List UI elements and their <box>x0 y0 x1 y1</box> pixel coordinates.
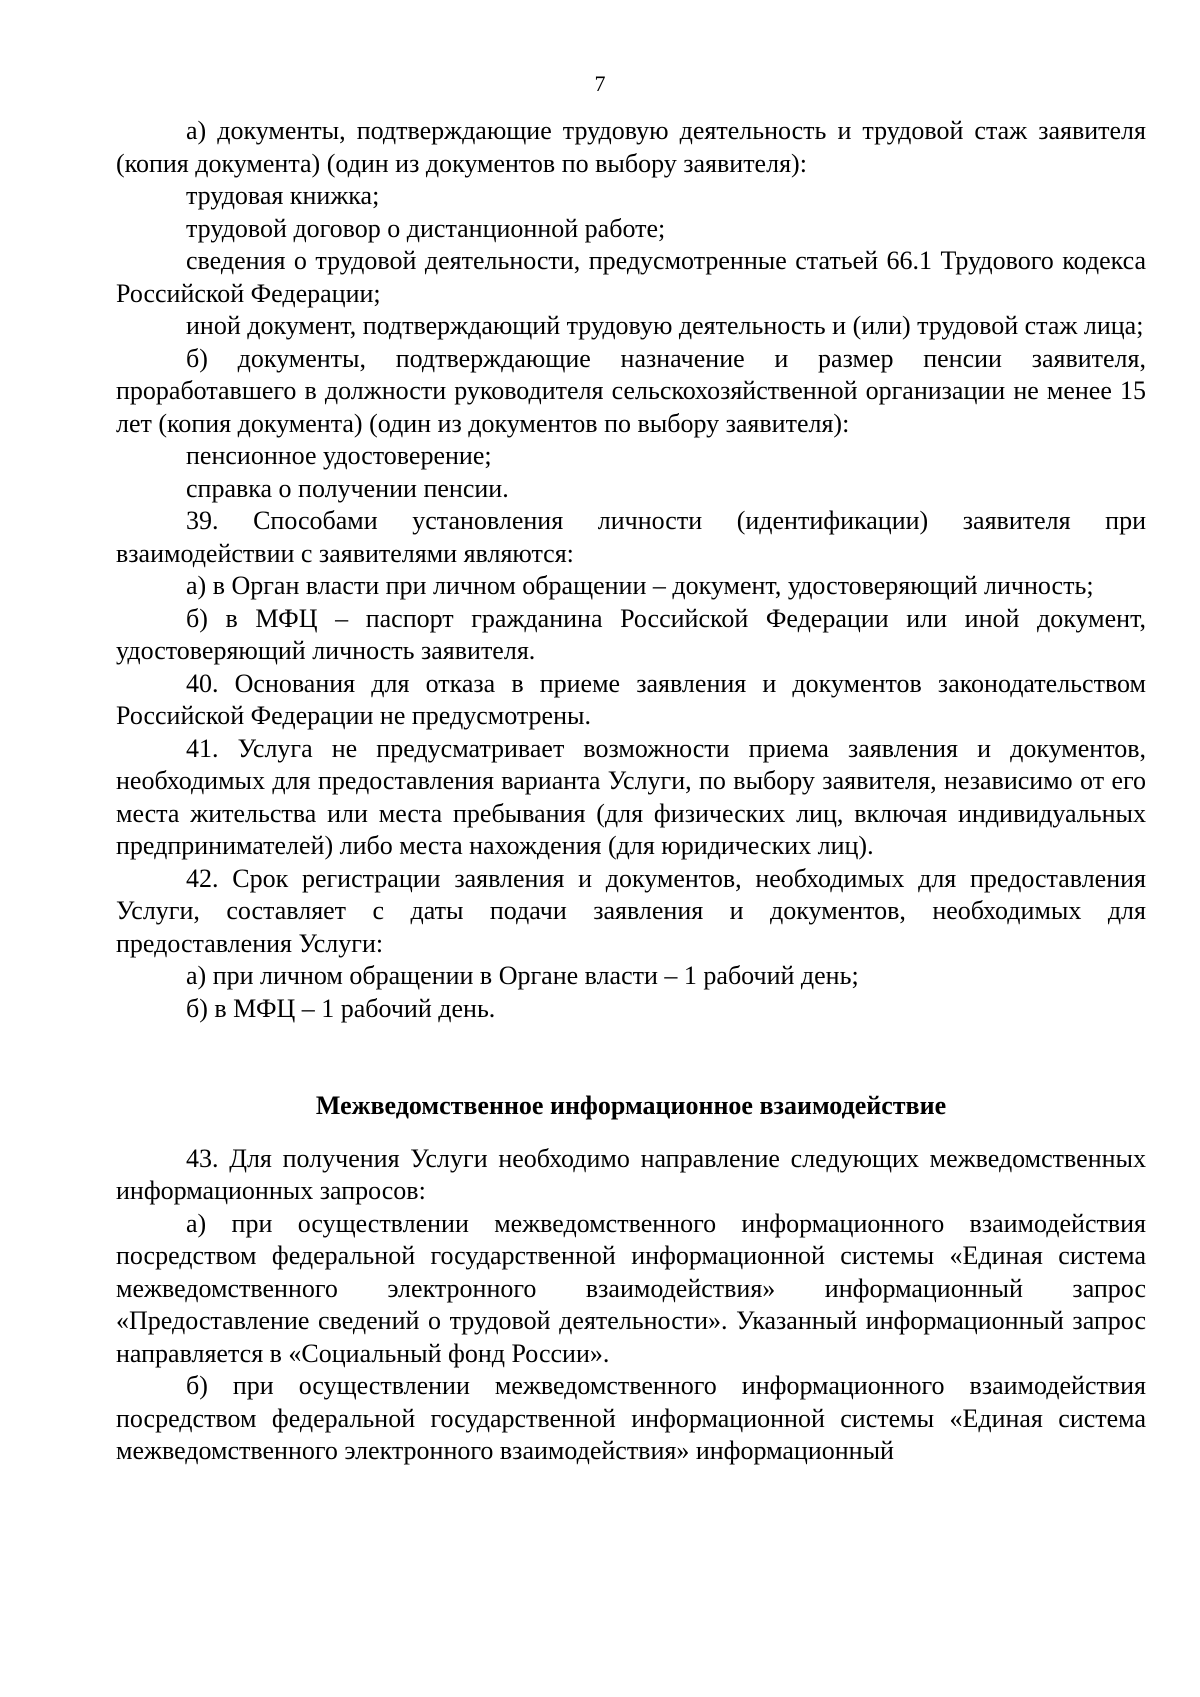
paragraph-39a: а) в Орган власти при личном обращении – документ, удостоверяющий личность; <box>186 571 1094 600</box>
list-item-other-document: иной документ, подтверждающий трудовую деятельность и (или) трудовой стаж лица; <box>186 311 1144 340</box>
paragraph-43b: б) при осуществлении межведомственного информационного взаимодействия посредством федеральной государственной информационной системы «Единая система межведомственного электронного взаимодействия» информационный <box>116 1371 1146 1465</box>
list-item-work-book: трудовая книжка; <box>186 181 380 210</box>
paragraph-41: 41. Услуга не предусматривает возможности приема заявления и документов, необходимых для предоставления варианта Услуги, по выбору заявителя, независимо от его места жительства или места пребывания (для физических лиц, включая индивидуальных предпринимателей) либо места нахождения (для юридических лиц). <box>116 733 1146 860</box>
list-item-pension-statement: справка о получении пенсии. <box>186 473 509 503</box>
paragraph-42b: б) в МФЦ – 1 рабочий день. <box>186 993 496 1023</box>
paragraph-43a: а) при осуществлении межведомственного информационного взаимодействия посредством федеральной государственной информационной системы «Единая система межведомственного электронного взаимодействия» информационный запрос «Предоставление сведений о трудовой деятельности». Указанный информационный запрос направляется в «Социальный фонд России». <box>116 1208 1146 1368</box>
paragraph-42a: а) при личном обращении в Органе власти – 1 рабочий день; <box>186 961 859 990</box>
paragraph-39: 39. Способами установления личности (идентификации) заявителя при взаимодействии с заявителями являются: <box>116 506 1146 568</box>
section-heading: Межведомственное информационное взаимодействие <box>315 1091 947 1120</box>
list-item-remote-contract: трудовой договор о дистанционной работе; <box>186 213 666 243</box>
paragraph-42: 42. Срок регистрации заявления и документов, необходимых для предоставления Услуги, составляет с даты подачи заявления и документов, необходимых для предоставления Услуги: <box>116 863 1146 958</box>
page-number: 7 <box>594 71 606 96</box>
paragraph-38b: б) документы, подтверждающие назначение и размер пенсии заявителя, проработавшего в должности руководителя сельскохозяйственной организации не менее 15 лет (копия документа) (один из документов по выбору заявителя): <box>116 343 1146 438</box>
list-item-work-info: сведения о трудовой деятельности, предусмотренные статьей 66.1 Трудового кодекса Российской Федерации; <box>116 246 1146 308</box>
list-item-pension-certificate: пенсионное удостоверение; <box>186 441 492 470</box>
paragraph-38a: а) документы, подтверждающие трудовую деятельность и трудовой стаж заявителя (копия документа) (один из документов по выбору заявителя): <box>116 116 1146 178</box>
paragraph-43: 43. Для получения Услуги необходимо направление следующих межведомственных информационных запросов: <box>116 1143 1146 1205</box>
paragraph-39b: б) в МФЦ – паспорт гражданина Российской Федерации или иной документ, удостоверяющий личность заявителя. <box>116 603 1146 665</box>
paragraph-40: 40. Основания для отказа в приеме заявления и документов законодательством Российской Федерации не предусмотрены. <box>116 668 1146 730</box>
document-body <box>116 115 1146 1468</box>
